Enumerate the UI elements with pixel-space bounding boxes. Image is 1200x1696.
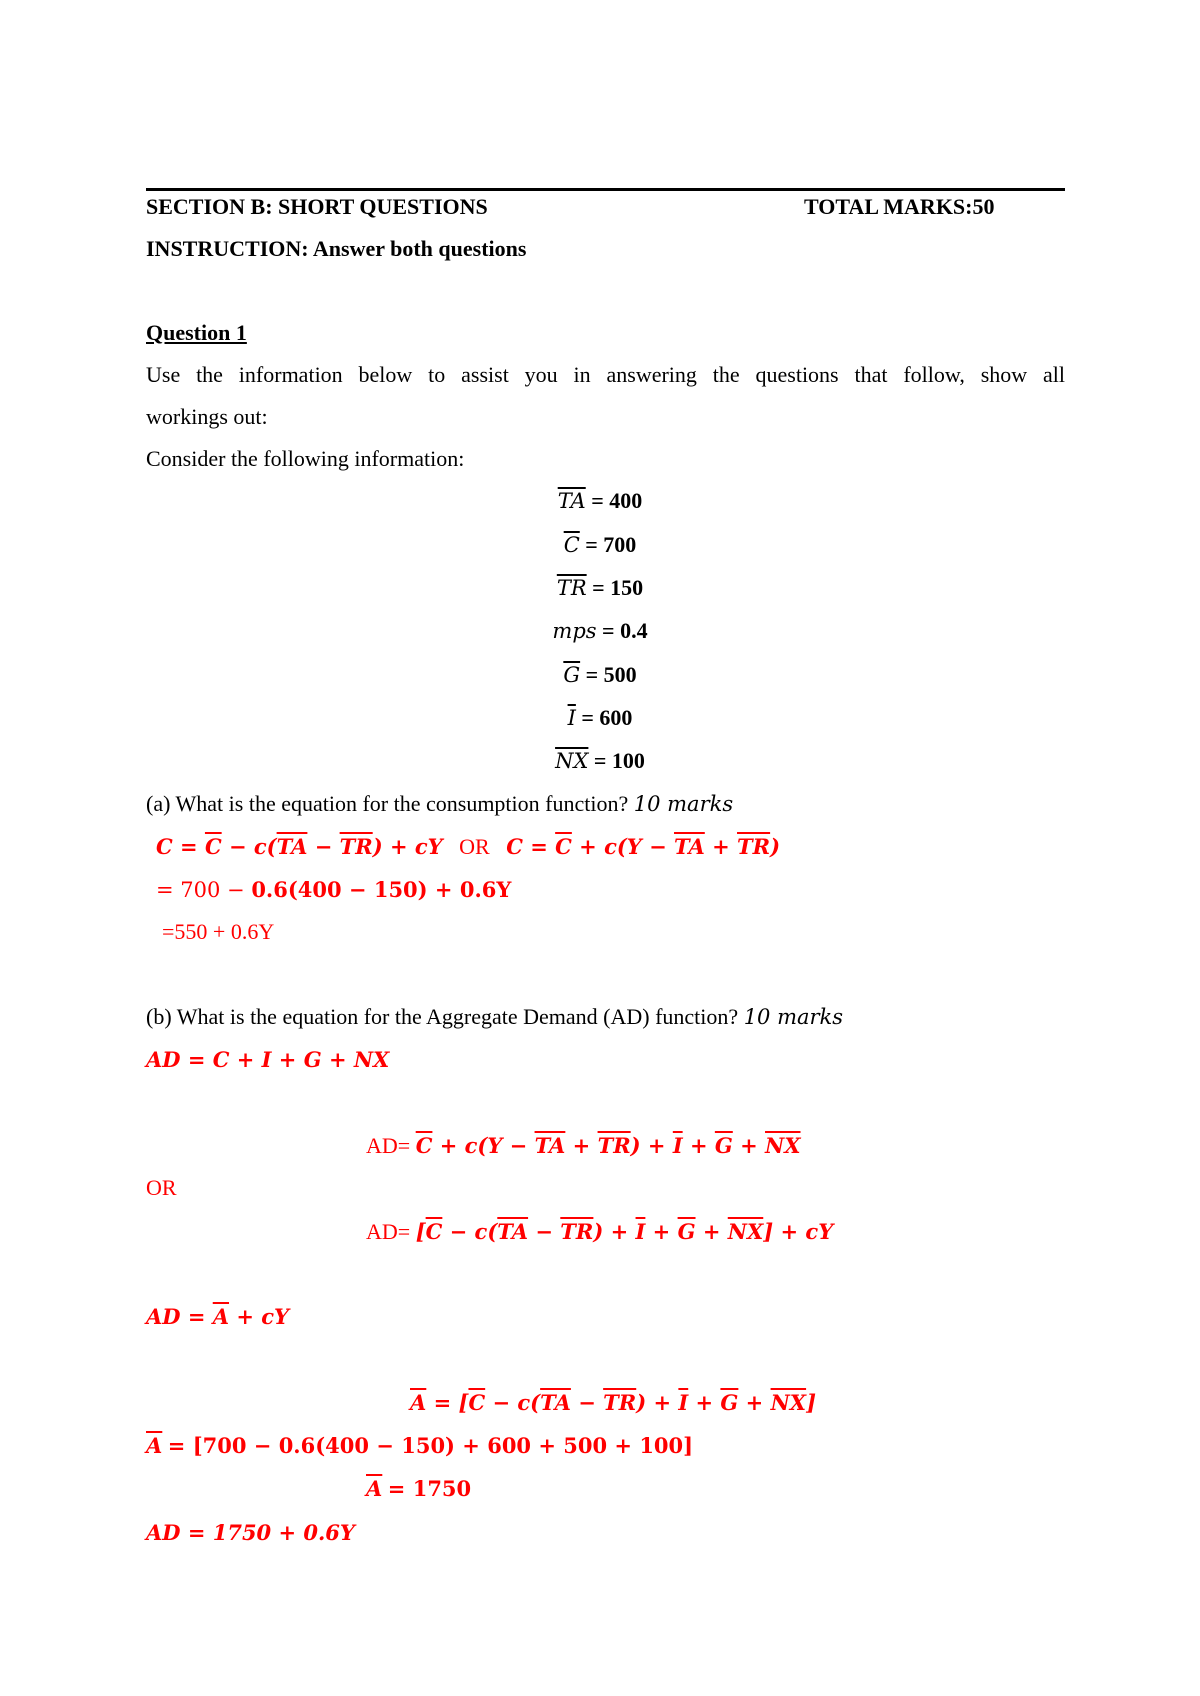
part-b-final-ad: AD = 1750 + 0.6Y: [146, 1520, 355, 1545]
question-1-title: Question 1: [146, 320, 247, 345]
part-b-abar-value: $\overline{A} = 1750$: [366, 1476, 472, 1501]
part-b-ad-form-1: $AD= \overline{C} + c(Y - \overline{TA} + \overline{TR}) + \overline{I} + \overline{G} + \overline{NX}$: [366, 1133, 801, 1158]
part-b-or: OR: [146, 1175, 177, 1200]
part-b-abar-definition: $\overline{A} = [\overline{C} - c(\overline{TA} - \overline{TR}) + \overline{I} + \overline{G} + \overline{NX}]$: [410, 1390, 817, 1415]
instruction: [146, 236, 526, 262]
given-tr: $\overline{TR} = 150$: [556, 575, 644, 600]
part-b-abar-substitution: $\overline{A} = [700 - 0.6(400 - 150) + 600 + 500 + 100]$: [146, 1433, 694, 1458]
part-a-result: =550 + 0.6Y: [162, 919, 275, 944]
intro-line-1: Use the information below to assist you in answering the questions that follow, show all: [146, 362, 1065, 387]
given-nx: $\overline{NX} = 100$: [555, 748, 645, 773]
part-a-substitution: = 700 − 0.6(400 − 150) + 0.6Y: [156, 877, 512, 902]
given-g: $\overline{G} = 500$: [563, 662, 637, 687]
section-title: SECTION B: SHORT QUESTIONS: [146, 194, 488, 219]
total-marks: TOTAL MARKS:50: [804, 194, 995, 219]
consider-line: Consider the following information:: [146, 446, 465, 471]
intro-line-2: workings out:: [146, 404, 268, 429]
given-i: $\overline{I} = 600$: [567, 705, 633, 730]
part-a-consumption-eq: $C = \overline{C} - c(\overline{TA} - \overline{TR})$ + cY OR $C = \overline{C} + c(Y - \overline{TA} + \overline{TR})$: [156, 834, 781, 859]
part-b-ad-identity: AD = C + I + G + NX: [146, 1047, 390, 1072]
top-rule: [146, 188, 1065, 191]
instruction-text: Answer both questions: [312, 236, 527, 261]
instruction-label: INSTRUCTION:: [146, 236, 309, 261]
given-c: $\overline{C} = 700$: [563, 532, 637, 557]
part-b-question: (b) What is the equation for the Aggregate Demand (AD) function? 10 marks: [146, 1004, 844, 1029]
given-mps: mps = 0.4: [552, 618, 648, 643]
part-a-question: (a) What is the equation for the consumption function? 10 marks: [146, 791, 734, 816]
part-b-ad-abar: AD = $\overline{A}$ + cY: [146, 1304, 290, 1329]
given-ta: $\overline{TA} = 400$: [557, 488, 643, 513]
part-b-ad-form-2: $AD= [\overline{C} - c(\overline{TA} - \overline{TR}) + \overline{I} + \overline{G} + \overline{NX}]$ + cY: [366, 1219, 834, 1244]
